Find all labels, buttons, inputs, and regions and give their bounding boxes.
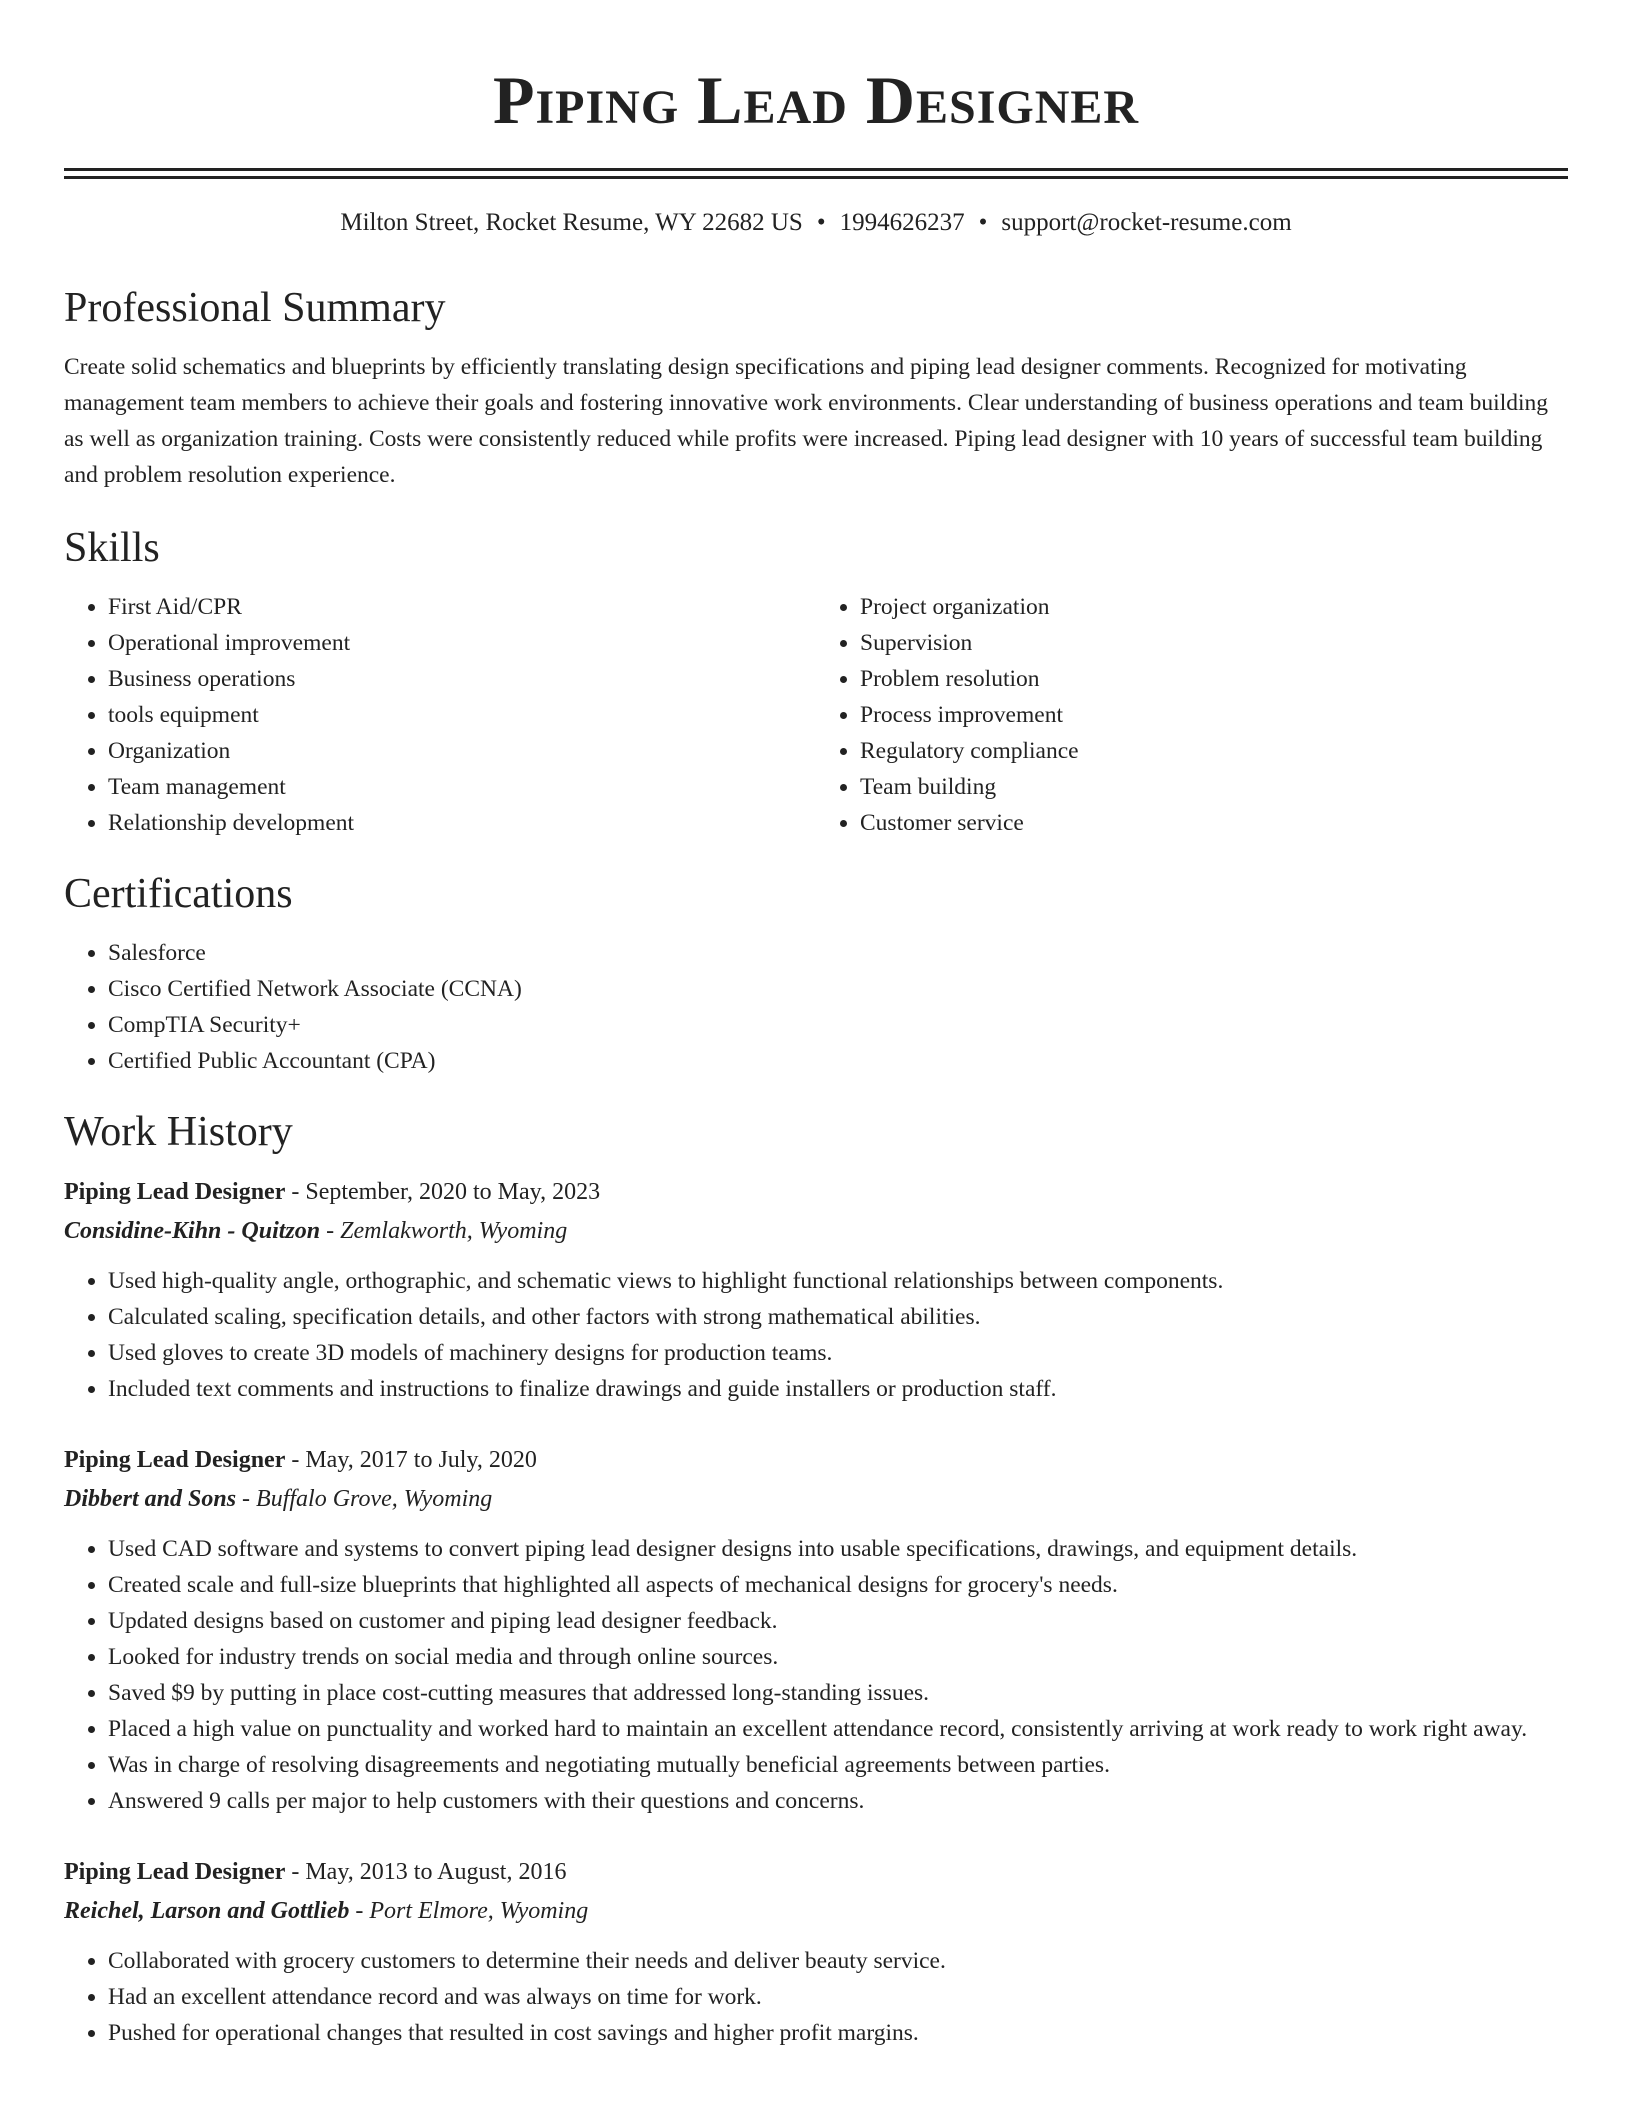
job-company-line: Reichel, Larson and Gottlieb - Port Elmore, Wyoming [64, 1898, 589, 1924]
job-bullet: • Used CAD software and systems to convert piping lead designer designs into usable specifications, drawings, and equipment details. [108, 1531, 1568, 1567]
job-company: Dibbert and Sons [64, 1486, 237, 1512]
job-location: Zemlakworth, Wyoming [340, 1218, 568, 1244]
certification-item: • Salesforce [108, 935, 1568, 971]
work-history-heading: Work History [64, 1109, 293, 1155]
job-title-line: Piping Lead Designer - May, 2017 to July, 2020 [64, 1447, 537, 1473]
job-bullet: • Created scale and full-size blueprints that highlighted all aspects of mechanical designs for grocery's needs. [108, 1567, 1568, 1603]
skills-list-right [816, 589, 1568, 841]
job-title-line: Piping Lead Designer - September, 2020 to May, 2023 [64, 1179, 601, 1205]
certifications-heading: Certifications [64, 871, 293, 917]
job-bullet: • Calculated scaling, specification details, and other factors with strong mathematical abilities. [108, 1299, 1568, 1335]
job-entry [64, 1853, 1568, 2051]
skill-item: • Project organization [860, 589, 1568, 625]
contact-phone: 1994626237 [839, 209, 965, 236]
job-title: Piping Lead Designer [64, 1179, 286, 1205]
skill-item: • Problem resolution [860, 661, 1568, 697]
job-bullet: • Answered 9 calls per major to help customers with their questions and concerns. [108, 1783, 1568, 1819]
job-bullets [64, 1531, 1568, 1819]
job-title: Piping Lead Designer [64, 1859, 286, 1885]
header-double-rule [64, 168, 1568, 179]
resume-name: Piping Lead Designer [492, 62, 1140, 138]
job-bullet: • Updated designs based on customer and piping lead designer feedback. [108, 1603, 1568, 1639]
skills-list-left [64, 589, 816, 841]
job-bullet: • Pushed for operational changes that resulted in cost savings and higher profit margins. [108, 2015, 1568, 2051]
job-entry [64, 1441, 1568, 1819]
certification-item: • Cisco Certified Network Associate (CCNA) [108, 971, 1568, 1007]
job-location: Buffalo Grove, Wyoming [256, 1486, 493, 1512]
job-company: Considine-Kihn - Quitzon [64, 1218, 321, 1244]
summary-heading: Professional Summary [64, 285, 446, 331]
skill-item: • Supervision [860, 625, 1568, 661]
job-bullet: • Looked for industry trends on social media and through online sources. [108, 1639, 1568, 1675]
job-bullet: • Had an excellent attendance record and was always on time for work. [108, 1979, 1568, 2015]
job-bullet: • Placed a high value on punctuality and worked hard to maintain an excellent attendance record, consistently arriving at work ready to work right away. [108, 1711, 1568, 1747]
job-entry [64, 1173, 1568, 1407]
job-bullet: • Used gloves to create 3D models of machinery designs for production teams. [108, 1335, 1568, 1371]
skill-item: • tools equipment [108, 697, 816, 733]
skill-item: • Organization [108, 733, 816, 769]
certification-item: • Certified Public Accountant (CPA) [108, 1043, 1568, 1079]
job-bullet: • Included text comments and instructions to finalize drawings and guide installers or production staff. [108, 1371, 1568, 1407]
job-title: Piping Lead Designer [64, 1447, 286, 1473]
skill-item: • Process improvement [860, 697, 1568, 733]
job-dates: May, 2017 to July, 2020 [305, 1447, 537, 1473]
job-location: Port Elmore, Wyoming [369, 1898, 589, 1924]
job-dates: May, 2013 to August, 2016 [305, 1859, 567, 1885]
job-company-line: Considine-Kihn - Quitzon - Zemlakworth, Wyoming [64, 1218, 568, 1244]
job-company: Reichel, Larson and Gottlieb [64, 1898, 350, 1924]
skills-grid [64, 589, 1568, 841]
skill-item: • Team management [108, 769, 816, 805]
contact-line [64, 207, 1568, 239]
skill-item: • Operational improvement [108, 625, 816, 661]
skill-item: • First Aid/CPR [108, 589, 816, 625]
contact-address: Milton Street, Rocket Resume, WY 22682 US [340, 209, 803, 236]
skill-item: • Business operations [108, 661, 816, 697]
job-bullet: • Used high-quality angle, orthographic, and schematic views to highlight functional relationships between components. [108, 1263, 1568, 1299]
job-bullet: • Collaborated with grocery customers to determine their needs and deliver beauty service. [108, 1943, 1568, 1979]
skill-item: • Customer service [860, 805, 1568, 841]
job-bullet: • Was in charge of resolving disagreements and negotiating mutually beneficial agreements between parties. [108, 1747, 1568, 1783]
job-dates: September, 2020 to May, 2023 [305, 1179, 601, 1205]
certifications-list [64, 935, 1568, 1079]
summary-text: Create solid schematics and blueprints by efficiently translating design specifications and piping lead designer comments. Recognized for motivating management team members to achieve their goals and fostering innovative work environments. Clear understanding of business operations and team building as well as organization training. Costs were consistently reduced while profits were increased. Piping lead designer with 10 years of successful team building and problem resolution experience. [64, 354, 1549, 488]
contact-separator: • [816, 209, 826, 236]
skill-item: • Relationship development [108, 805, 816, 841]
job-bullets [64, 1943, 1568, 2051]
job-bullet: • Saved $9 by putting in place cost-cutting measures that addressed long-standing issues. [108, 1675, 1568, 1711]
certification-item: • CompTIA Security+ [108, 1007, 1568, 1043]
job-title-line: Piping Lead Designer - May, 2013 to August, 2016 [64, 1859, 567, 1885]
contact-email: support@rocket-resume.com [1001, 209, 1292, 236]
skill-item: • Team building [860, 769, 1568, 805]
job-company-line: Dibbert and Sons - Buffalo Grove, Wyoming [64, 1486, 493, 1512]
skill-item: • Regulatory compliance [860, 733, 1568, 769]
job-bullets [64, 1263, 1568, 1407]
skills-heading: Skills [64, 525, 160, 571]
contact-separator: • [978, 209, 988, 236]
